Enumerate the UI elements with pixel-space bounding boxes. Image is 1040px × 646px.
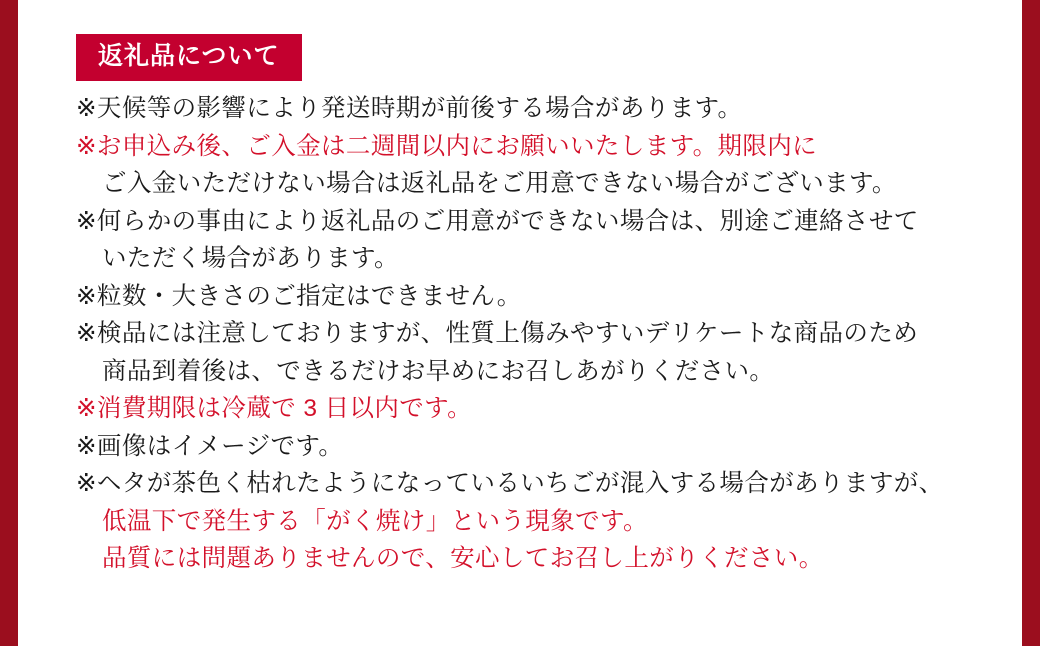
note-item: ご入金いただけない場合は返礼品をご用意できない場合がございます。 (102, 170, 897, 198)
note-item: ※画像はイメージです。 (76, 432, 344, 460)
note-item: ※何らかの事由により返礼品のご用意ができない場合は、別途ご連絡させて (76, 207, 919, 235)
note-item: ※ヘタが茶色く枯れたようになっているいちごが混入する場合がありますが、 (76, 470, 944, 498)
note-item: 品質には問題ありませんので、安心してお召し上がりください。 (102, 545, 824, 573)
note-item: 低温下で発生する「がく焼け」という現象です。 (102, 507, 648, 535)
notice-content (18, 0, 1022, 646)
note-item: ※検品には注意しておりますが、性質上傷みやすいデリケートな商品のため (76, 320, 919, 348)
note-item: ※天候等の影響により発送時期が前後する場合があります。 (76, 95, 743, 122)
note-item: 商品到着後は、できるだけお早めにお召しあがりください。 (102, 357, 775, 385)
left-accent-bar (0, 0, 18, 646)
notes-list (62, 91, 996, 577)
note-item: ※消費期限は冷蔵で 3 日以内です。 (76, 395, 473, 423)
note-item: ※粒数・大きさのご指定はできません。 (76, 282, 522, 310)
section-heading: 返礼品について (76, 34, 302, 81)
right-accent-bar (1022, 0, 1040, 646)
note-item: いただく場合があります。 (102, 245, 399, 273)
note-item: ※お申込み後、ご入金は二週間以内にお願いいたします。期限内に (76, 132, 818, 160)
